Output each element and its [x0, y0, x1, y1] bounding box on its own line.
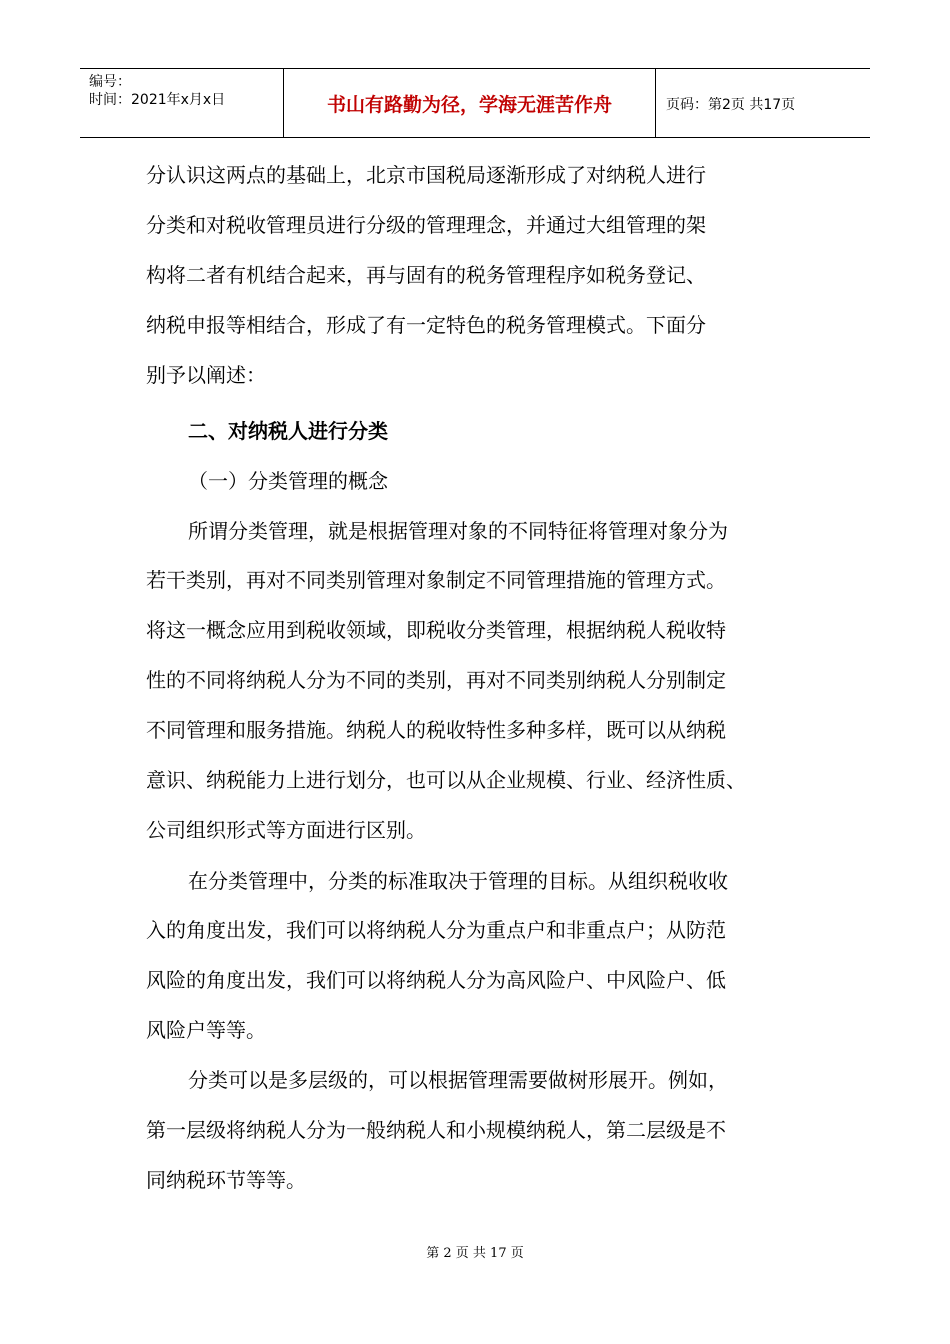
body-line: 入的角度出发，我们可以将纳税人分为重点户和非重点户；从防范: [146, 918, 726, 942]
body-line: 将这一概念应用到税收领域，即税收分类管理，根据纳税人税收特: [146, 618, 726, 642]
body-line: 分类和对税收管理员进行分级的管理理念，并通过大组管理的架: [146, 213, 706, 237]
body-line: 构将二者有机结合起来，再与固有的税务管理程序如税务登记、: [146, 263, 706, 287]
body-line: 意识、纳税能力上进行划分，也可以从企业规模、行业、经济性质、: [146, 768, 746, 792]
subsection-heading: （一）分类管理的概念: [188, 469, 388, 493]
document-number-label: 编号：: [89, 74, 131, 90]
header-motto: 书山有路勤为径，学海无涯苦作舟: [326, 94, 612, 116]
body-line: 若干类别，再对不同类别管理对象制定不同管理措施的管理方式。: [146, 568, 726, 592]
document-date-label: 时间：2021年x月x日: [89, 92, 226, 108]
body-line: 风险的角度出发，我们可以将纳税人分为高风险户、中风险户、低: [146, 968, 726, 992]
body-line: 分认识这两点的基础上，北京市国税局逐渐形成了对纳税人进行: [146, 163, 706, 187]
header-meta-cell: [80, 69, 284, 137]
header-page-info: 页码：第2页 共17页: [666, 97, 796, 113]
body-line: 纳税申报等相结合，形成了有一定特色的税务管理模式。下面分: [146, 313, 706, 337]
body-line: 公司组织形式等方面进行区别。: [146, 818, 426, 842]
body-line: 风险户等等。: [146, 1018, 266, 1042]
header-page-cell: [656, 69, 870, 137]
body-line: 分类可以是多层级的，可以根据管理需要做树形展开。例如，: [188, 1068, 728, 1092]
section-heading: 二、对纳税人进行分类: [188, 419, 388, 443]
body-line: 第一层级将纳税人分为一般纳税人和小规模纳税人，第二层级是不: [146, 1118, 726, 1142]
header-motto-cell: [284, 69, 656, 137]
body-line: 所谓分类管理，就是根据管理对象的不同特征将管理对象分为: [188, 519, 728, 543]
body-line: 别予以阐述：: [146, 363, 266, 387]
body-line: 不同管理和服务措施。纳税人的税收特性多种多样，既可以从纳税: [146, 718, 726, 742]
page-footer: 第 2 页 共 17 页: [426, 1246, 524, 1261]
body-line: 在分类管理中，分类的标准取决于管理的目标。从组织税收收: [188, 869, 728, 893]
body-line: 同纳税环节等等。: [146, 1168, 306, 1192]
body-line: 性的不同将纳税人分为不同的类别，再对不同类别纳税人分别制定: [146, 668, 726, 692]
page-header: [80, 68, 870, 138]
